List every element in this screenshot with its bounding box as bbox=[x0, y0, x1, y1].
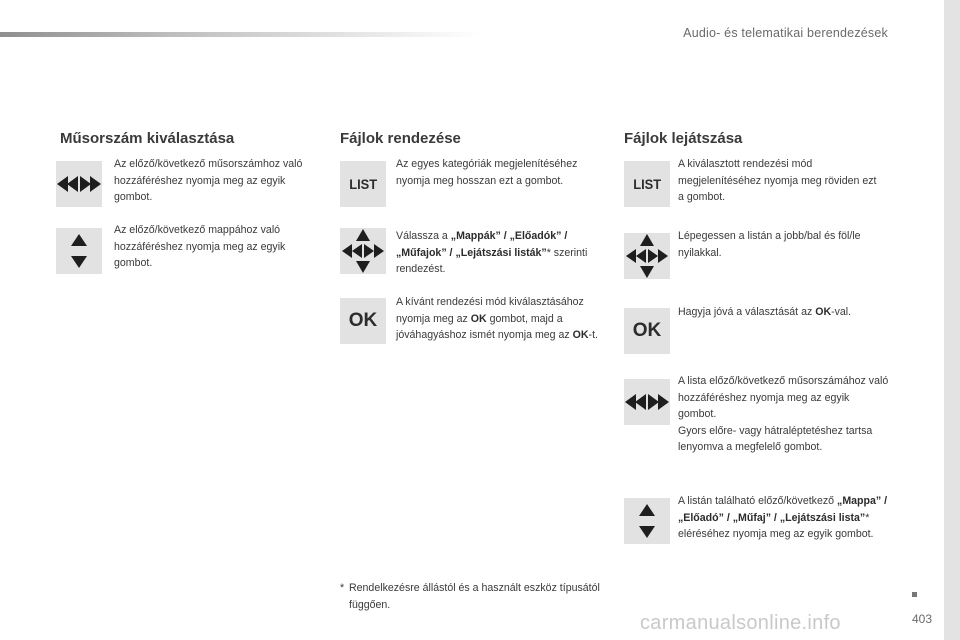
sorting-confirm-part: gombot, majd a jóváhagyáshoz ismét nyomja meg az bbox=[396, 312, 573, 341]
section-title-file-sorting: Fájlok rendezése bbox=[340, 130, 461, 147]
header-gradient-bar bbox=[0, 32, 480, 37]
prev-next-button bbox=[56, 161, 102, 207]
ok-button bbox=[624, 308, 670, 354]
list-button-label: LIST bbox=[633, 176, 661, 192]
playback-prev-next-text bbox=[678, 373, 890, 456]
up-down-arrows-icon bbox=[71, 234, 87, 268]
section-title-file-playback: Fájlok lejátszása bbox=[624, 130, 743, 147]
watermark: carmanualsonline.info bbox=[640, 612, 841, 634]
sorting-confirm-ok: OK bbox=[470, 312, 487, 325]
playback-navigate-text: Lépegessen a listán a jobb/bal és föl/le nyilakkal. bbox=[678, 230, 861, 259]
sorting-select-suffix: * szerinti rendezést. bbox=[396, 246, 588, 275]
up-down-button bbox=[624, 498, 670, 544]
sorting-confirm-part: -t. bbox=[588, 329, 598, 341]
up-down-arrows-icon bbox=[639, 504, 655, 538]
ok-button bbox=[340, 298, 386, 344]
four-way-button bbox=[340, 228, 386, 274]
playback-fast-forward-line: Gyors előre- vagy hátraléptetéshez tartsa lenyomva a megfelelő gombot. bbox=[678, 424, 873, 453]
playback-confirm-part: Hagyja jóvá a választását az bbox=[678, 306, 816, 318]
sorting-list-text: Az egyes kategóriák megjelenítéséhez nyomja meg hosszan ezt a gombot. bbox=[396, 158, 578, 187]
prev-next-button bbox=[624, 379, 670, 425]
sorting-confirm-ok: OK bbox=[572, 329, 589, 341]
playback-folder-prefix: A listán található előző/következő bbox=[678, 495, 838, 507]
page-number: 403 bbox=[912, 612, 933, 626]
playback-confirm-ok: OK bbox=[815, 306, 832, 318]
playback-confirm-text bbox=[678, 304, 890, 321]
section-title-track-selection: Műsorszám kiválasztása bbox=[60, 130, 235, 147]
playback-list-text: A kiválasztott rendezési mód megjelenítéséhez nyomja meg röviden ezt a gombot. bbox=[678, 158, 877, 203]
four-way-button bbox=[624, 233, 670, 279]
sorting-select-prefix: Válassza a bbox=[396, 230, 451, 242]
footnote-text: Rendelkezésre állástól és a használt eszköz típusától függően. bbox=[349, 582, 600, 611]
playback-folder-options: „Mappa” / „Előadó” / „Műfaj” / „Lejátszási lista” bbox=[678, 495, 888, 524]
prev-next-arrows-icon bbox=[57, 176, 101, 192]
sorting-select-options: „Mappák” / „Előadók” / „Műfajok” / „Lejátszási listák” bbox=[396, 230, 568, 259]
ok-button-label: OK bbox=[632, 320, 662, 341]
four-way-arrows-icon bbox=[341, 228, 385, 274]
playback-prev-next-line1: A lista előző/következő műsorszámához való hozzáféréshez nyomja meg az egyik gombot. bbox=[678, 375, 889, 420]
up-down-button bbox=[56, 228, 102, 274]
footnote bbox=[340, 580, 609, 613]
list-button-label: LIST bbox=[349, 176, 377, 192]
sorting-select-text bbox=[396, 228, 608, 278]
list-button bbox=[624, 161, 670, 207]
sorting-confirm-part: A kívánt rendezési mód kiválasztásához nyomja meg az bbox=[396, 296, 584, 325]
playback-confirm-part: -val. bbox=[831, 306, 852, 318]
playback-folder-suffix: * eléréséhez nyomja meg az egyik gombot. bbox=[678, 511, 874, 540]
prev-next-arrows-icon bbox=[625, 394, 669, 410]
track-prev-next-text: Az előző/következő műsorszámhoz való hozzáféréshez nyomja meg az egyik gombot. bbox=[114, 158, 303, 203]
header-title: Audio- és telematikai berendezések bbox=[683, 26, 888, 40]
page-marker-dot bbox=[912, 592, 917, 597]
four-way-arrows-icon bbox=[625, 233, 669, 279]
list-button bbox=[340, 161, 386, 207]
playback-folder-text bbox=[678, 493, 890, 543]
sorting-confirm-text bbox=[396, 294, 608, 344]
page-edge-strip bbox=[944, 0, 960, 640]
folder-prev-next-text: Az előző/következő mappához való hozzáféréshez nyomja meg az egyik gombot. bbox=[114, 224, 286, 269]
footnote-asterisk: * bbox=[340, 582, 345, 594]
ok-button-label: OK bbox=[348, 310, 378, 331]
